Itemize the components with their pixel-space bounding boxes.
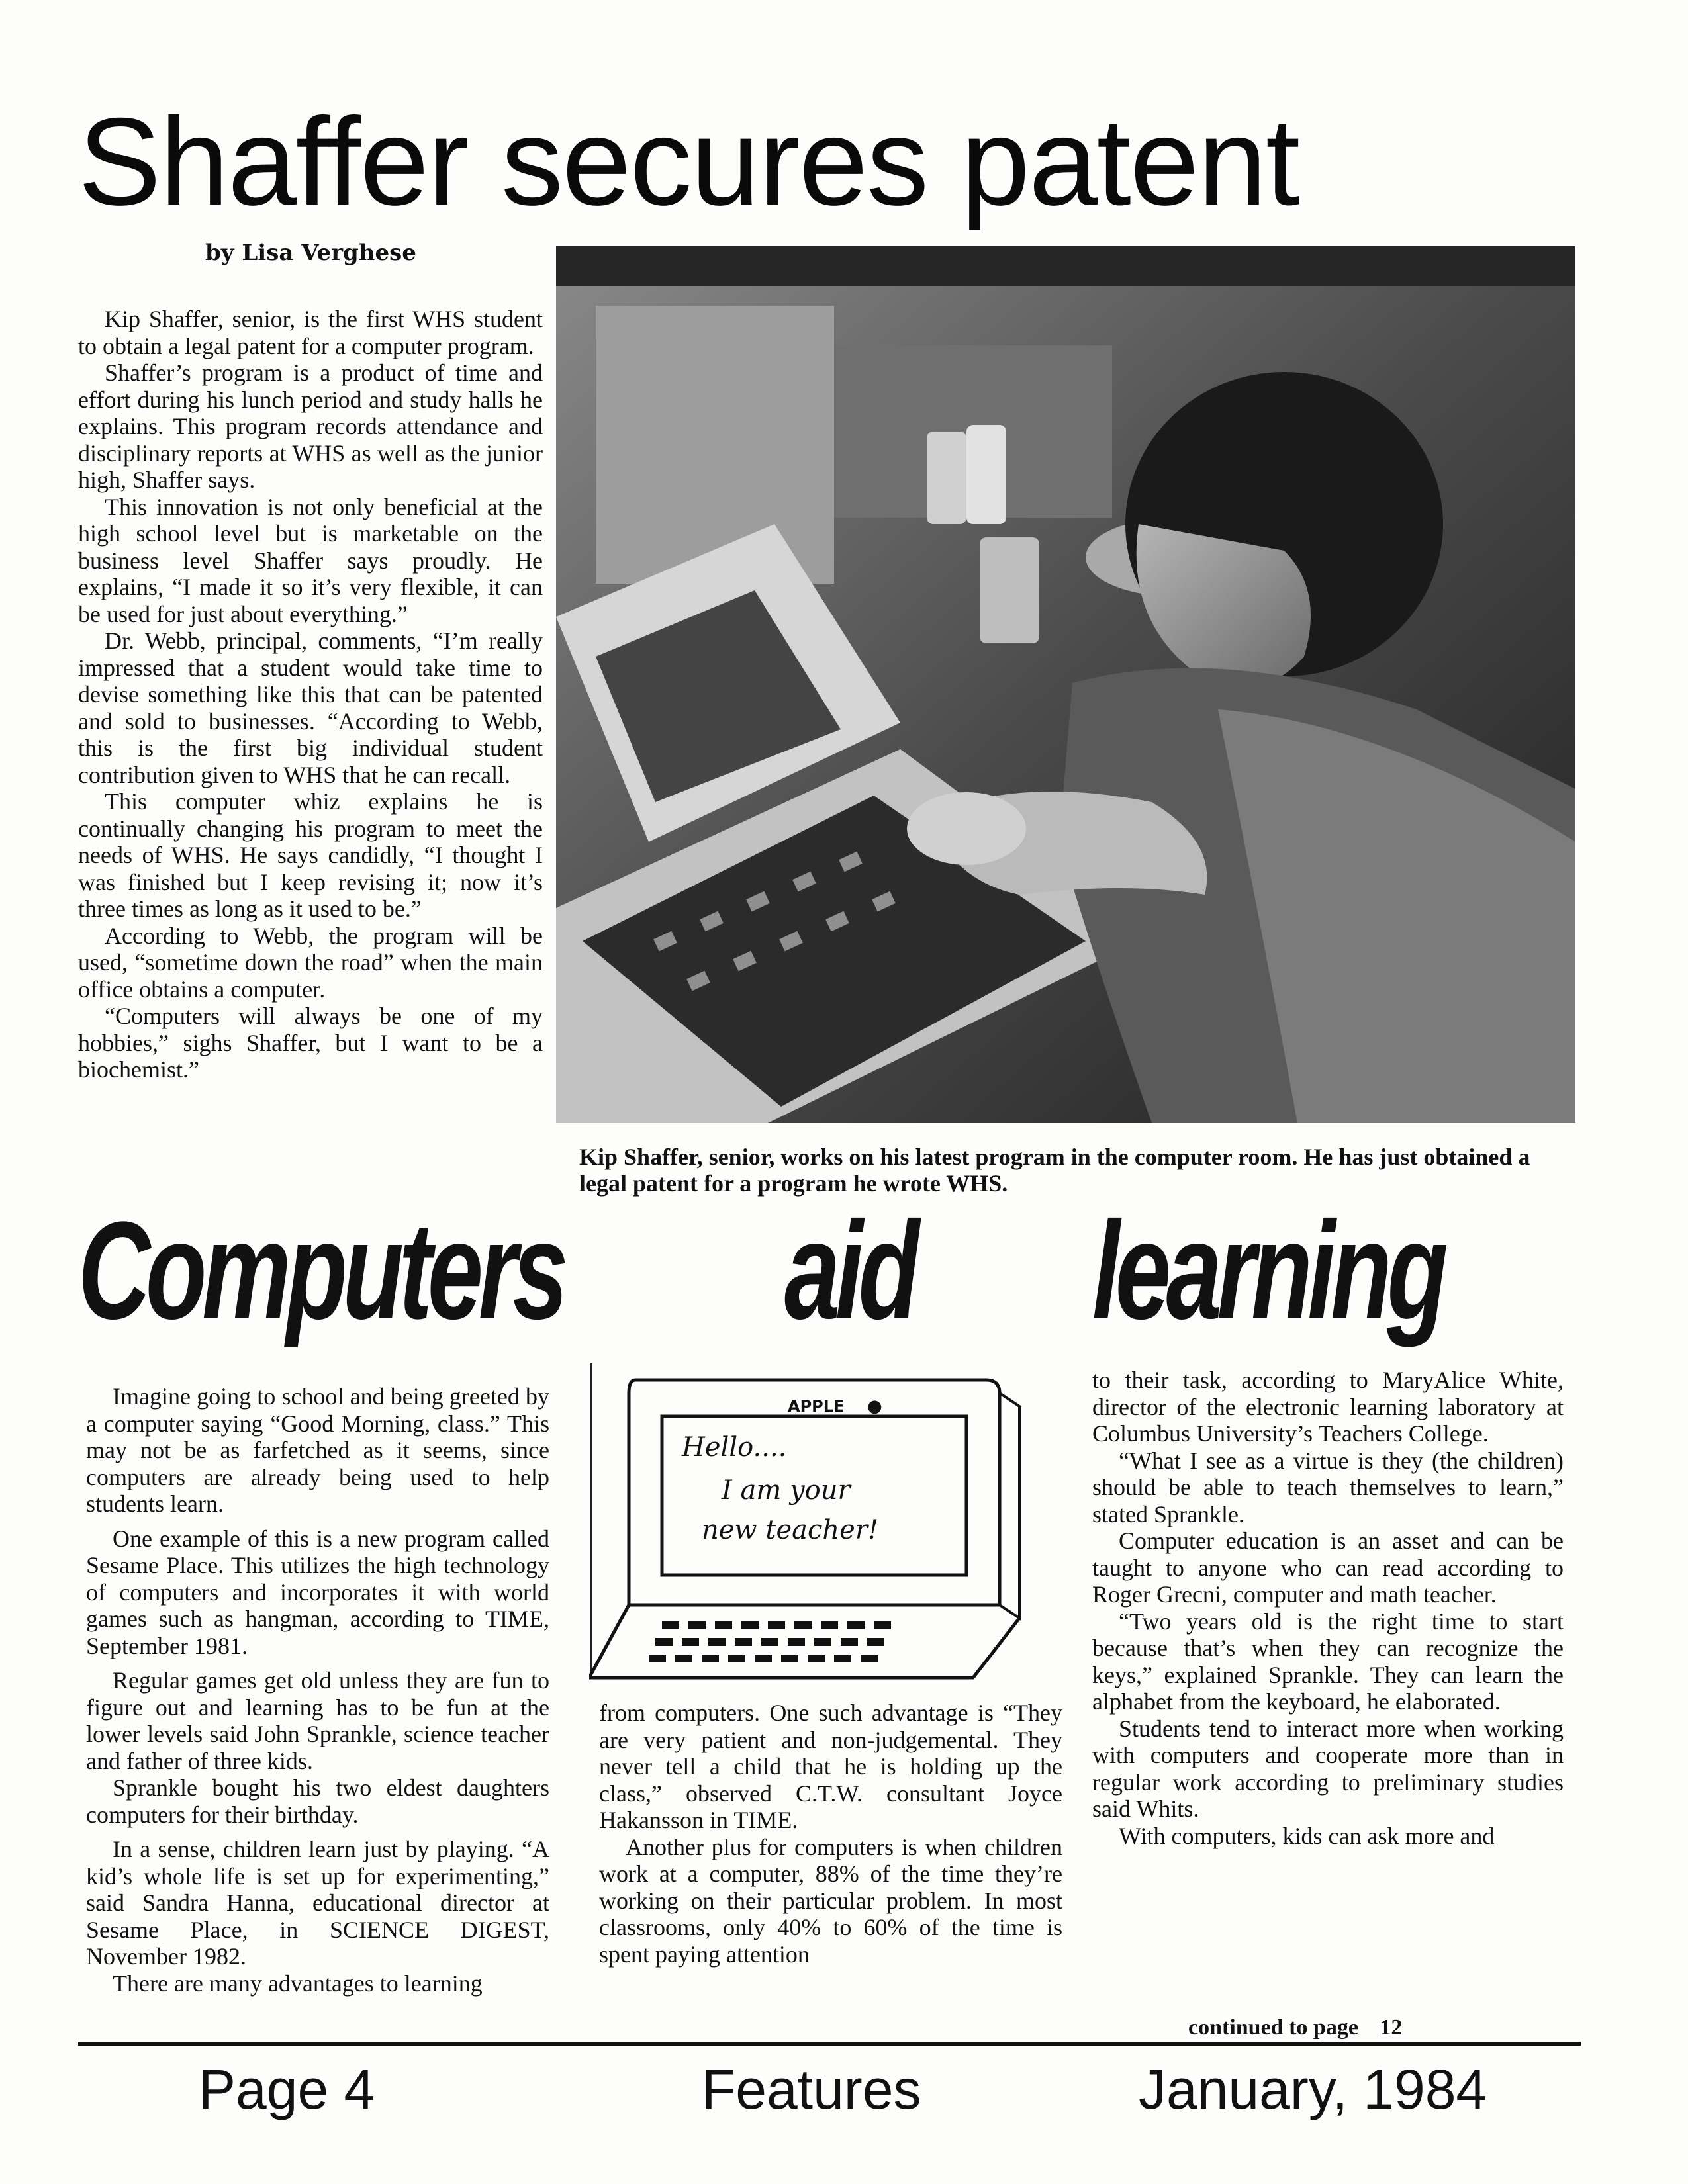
keyboard-keys — [649, 1621, 891, 1662]
paragraph: from computers. One such advantage is “They are very patient and non-judgemental. They never tell a child that he is holding up the class,” observed C.T.W. consultant Joyce Hakansson in TIME. — [599, 1700, 1062, 1833]
paragraph: Sprankle bought his two eldest daughters computers for their birthday. — [86, 1774, 549, 1828]
footer-page: Page 4 — [199, 2058, 375, 2120]
byline: by Lisa Verghese — [205, 240, 416, 266]
article2-col3 — [1092, 1367, 1564, 1849]
continued-page: 12 — [1380, 2015, 1403, 2040]
footer-rule — [78, 2042, 1581, 2046]
footer-section: Features — [702, 2058, 921, 2120]
paragraph: There are many advantages to learning — [113, 1970, 483, 1997]
paragraph: Shaffer’s program is a product of time and effort during his lunch period and study halls he explains. This program records attendance and disciplinary reports at WHS as well as the junior high, Shaffer says. — [78, 359, 543, 493]
article2-col2 — [599, 1700, 1062, 1968]
photo-caption: Kip Shaffer, senior, works on his latest program in the computer room. He has just obtained a legal patent for a program he wrote WHS. — [579, 1144, 1530, 1197]
paragraph: In a sense, children learn just by playing. “A kid’s whole life is set up for experimenting,” said Sandra Hanna, educational director at Sesame Place, in SCIENCE DIGEST, November 1982. — [86, 1836, 549, 1970]
screen-line: Hello.... — [682, 1432, 787, 1463]
paragraph: One example of this is a new program called Sesame Place. This utilizes the high technology of computers and incorporates it with world games such as hangman, according to TIME, September 1981. — [86, 1525, 549, 1659]
paragraph: Dr. Webb, principal, comments, “I’m really impressed that a student would take time to devise something like this that can be patented and sold to businesses. “According to Webb, this is the first big individual student contribution given to WHS that he can recall. — [78, 627, 543, 788]
continued-note — [1188, 2015, 1402, 2040]
paragraph: With computers, kids can ask more and — [1119, 1822, 1495, 1849]
paragraph: “Two years old is the right time to start because that’s when they can recognize the keys,” explained Sprankle. They can learn the alphabet from the keyboard, he elaborated. — [1092, 1608, 1564, 1715]
apple-computer-drawing — [589, 1367, 1066, 1698]
paragraph: “Computers will always be one of my hobbies,” sighs Shaffer, but I want to be a biochemist.” — [78, 1003, 543, 1083]
paragraph: This innovation is not only beneficial at the high school level but is marketable on the business level Shaffer says proudly. He explains, “I made it so it’s very flexible, it can be used for just about everything.” — [78, 493, 543, 627]
screen-line: I am your — [722, 1475, 851, 1506]
paragraph: Another plus for computers is when children work at a computer, 88% of the time they’re working on their particular problem. In most classrooms, only 40% to 60% of the time is spent paying attention — [599, 1833, 1062, 1968]
paragraph: “What I see as a virtue is they (the children) should be able to teach themselves to learn,” stated Sprankle. — [1092, 1447, 1564, 1527]
headline-word-computers: Computers — [78, 1193, 564, 1348]
paragraph: Kip Shaffer, senior, is the first WHS student to obtain a legal patent for a computer program. — [78, 306, 543, 359]
paragraph: This computer whiz explains he is continually changing his program to meet the needs of WHS. He says candidly, “I thought I was finished but I keep revising it; now it’s three times as long as it used to be.” — [78, 788, 543, 922]
apple-logo-icon: ● — [867, 1396, 882, 1416]
screen-line: new teacher! — [702, 1515, 879, 1545]
continued-label: continued to page — [1188, 2015, 1358, 2040]
article2-col1 — [86, 1383, 549, 1997]
headline-word-aid: aid — [784, 1193, 915, 1348]
paragraph: Students tend to interact more when working with computers and cooperate more than in regular work according to preliminary studies said Whits. — [1092, 1715, 1564, 1822]
paragraph: Regular games get old unless they are fun to figure out and learning has to be fun at the lower levels said John Sprankle, science teacher and father of three kids. — [86, 1667, 549, 1774]
footer-date: January, 1984 — [1139, 2058, 1487, 2120]
paragraph: Computer education is an asset and can be taught to anyone who can read according to Roger Grecni, computer and math teacher. — [1092, 1527, 1564, 1608]
headline-shaffer: Shaffer secures patent — [78, 92, 1299, 231]
paragraph: According to Webb, the program will be used, “sometime down the road” when the main office obtains a computer. — [78, 922, 543, 1003]
paragraph: Imagine going to school and being greeted by a computer saying “Good Morning, class.” This may not be as farfetched as it seems, since computers are already being used to help students learn. — [86, 1383, 549, 1517]
photo-illustration — [556, 246, 1575, 1123]
headline-word-learning: learning — [1092, 1193, 1444, 1348]
brand-label: APPLE — [788, 1397, 845, 1416]
paragraph: to their task, according to MaryAlice White, director of the electronic learning laboratory at Columbus University’s Teachers College. — [1092, 1367, 1564, 1447]
photo-kip-shaffer — [556, 246, 1575, 1123]
article1-body — [78, 306, 543, 1083]
